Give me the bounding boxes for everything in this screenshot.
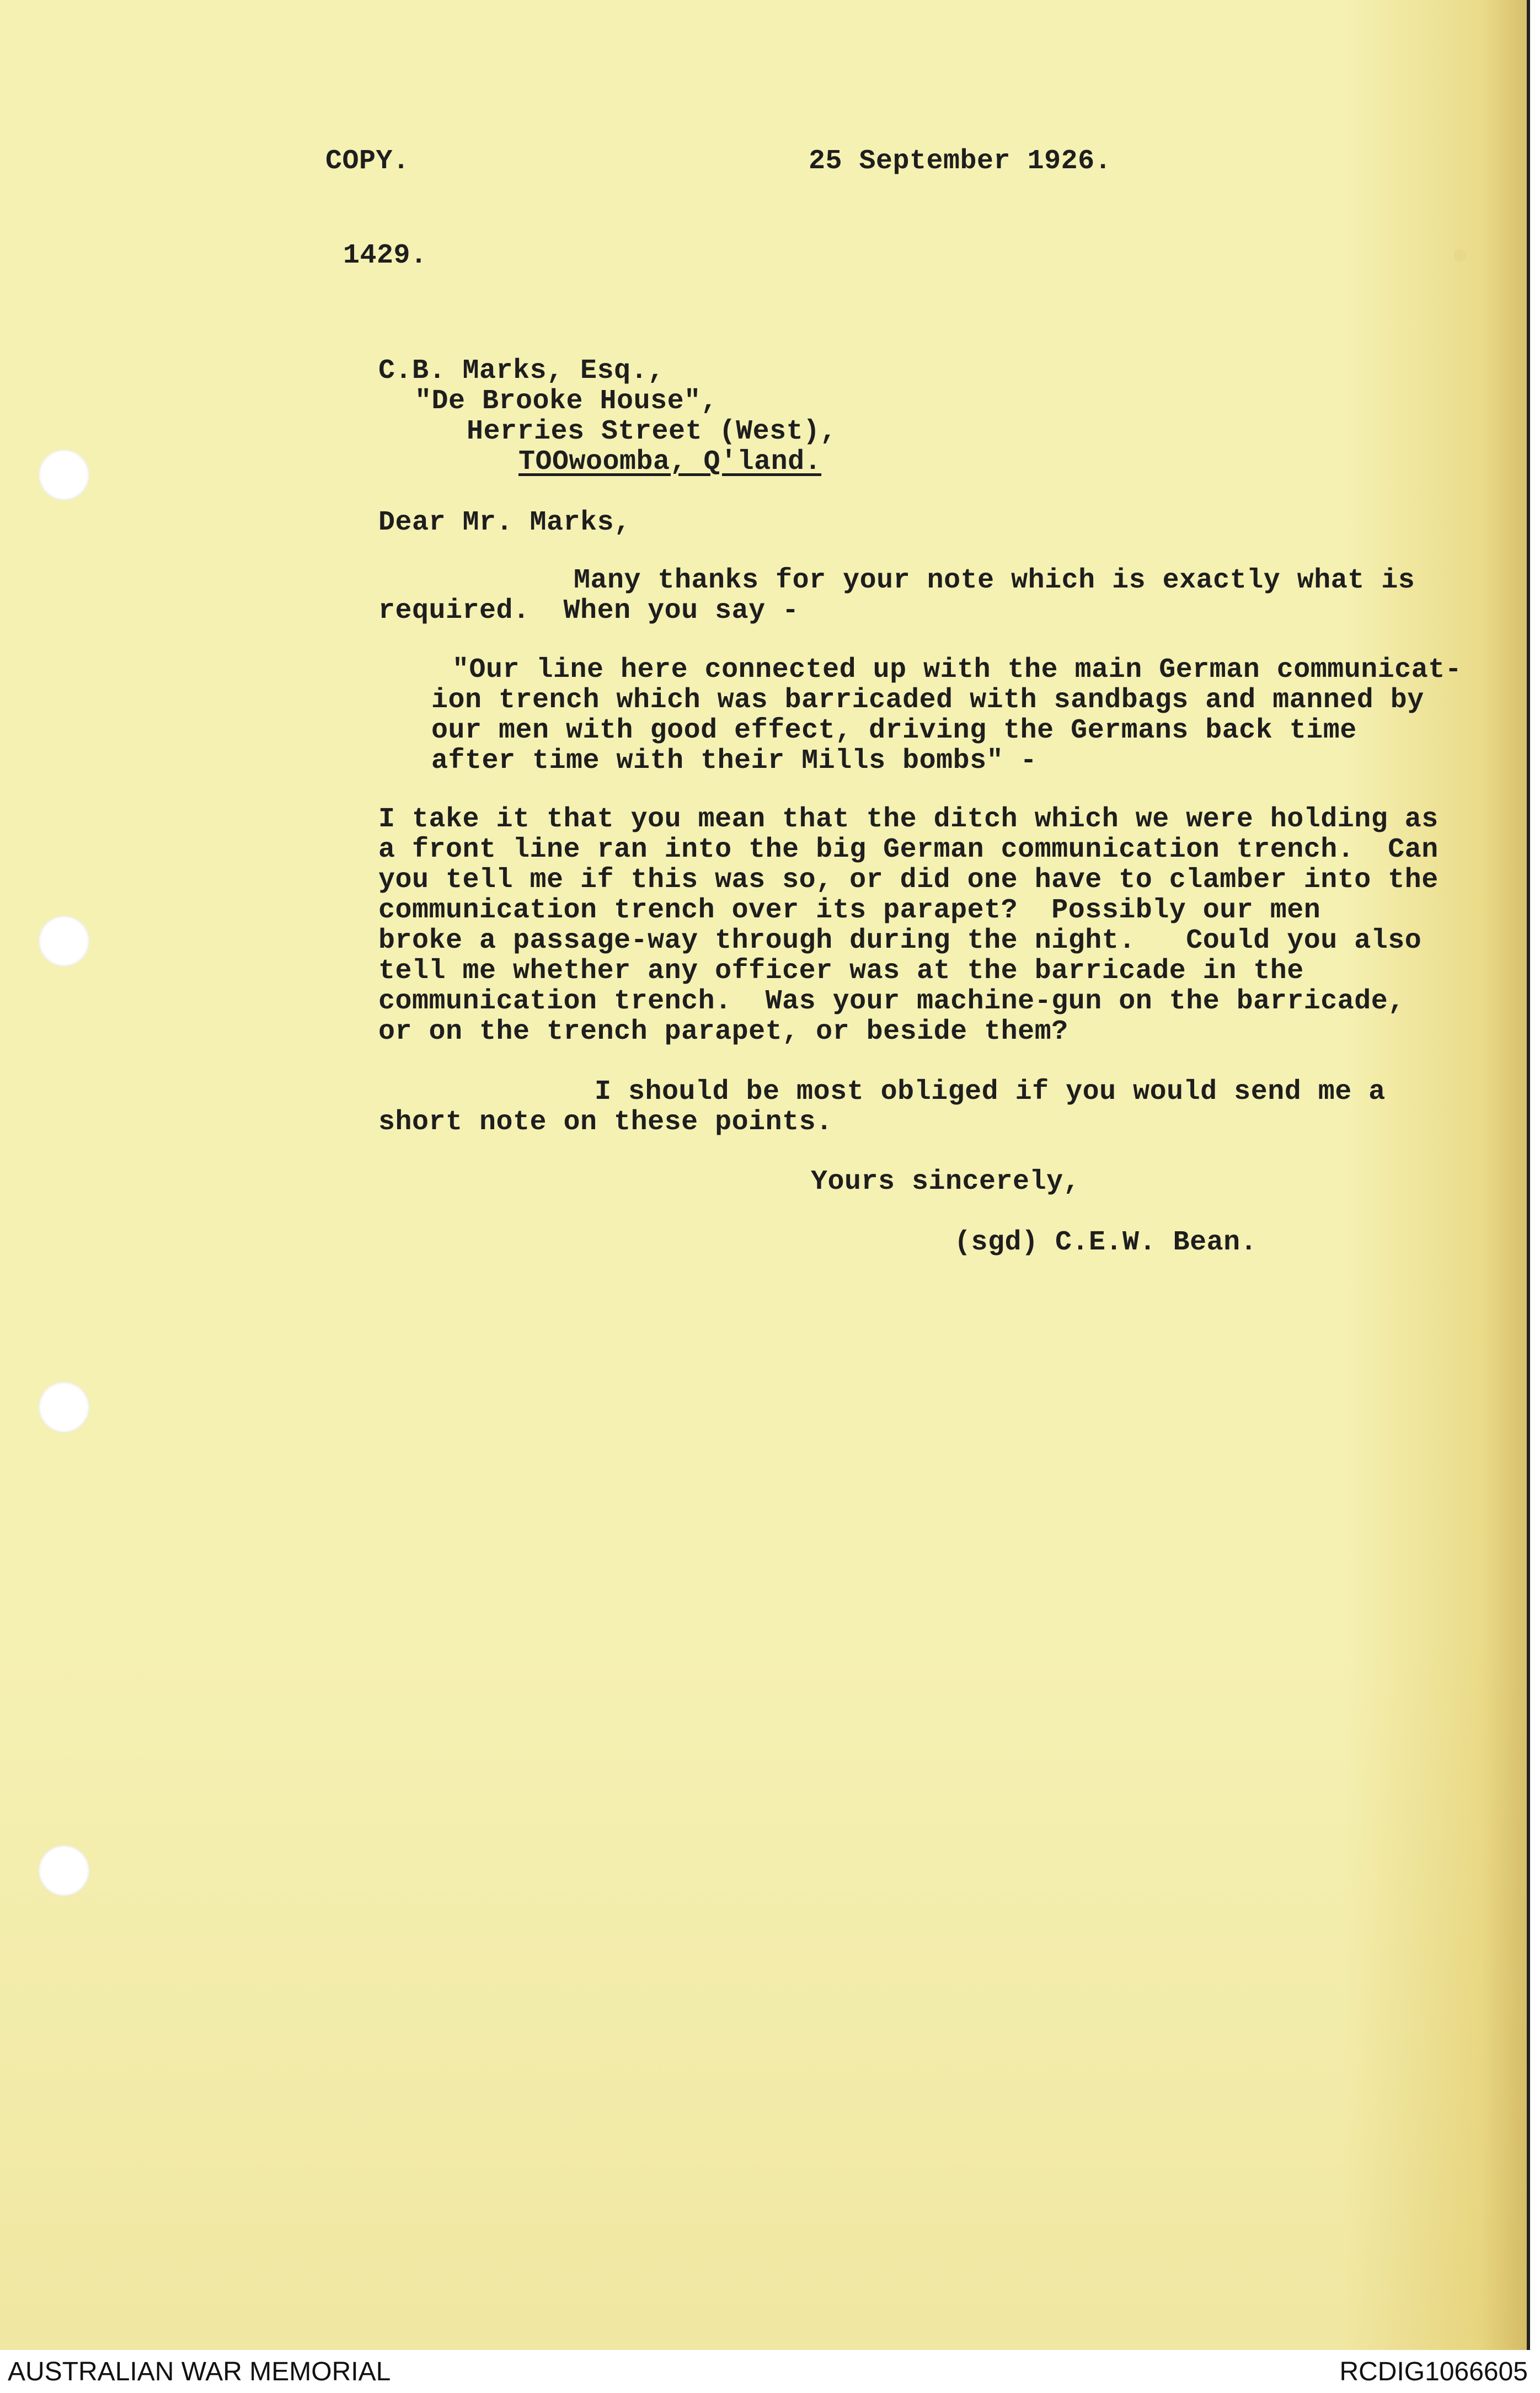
reference-number: 1429.	[343, 240, 427, 271]
paragraph-line: required. When you say -	[378, 595, 799, 627]
address-line: TOOwoomba, Q'land.	[518, 446, 822, 478]
paragraph-line: broke a passage-way through during the night. Could you also	[378, 925, 1422, 957]
address-line: Herries Street (West),	[467, 416, 837, 447]
quote-line: "Our line here connected up with the main German communicat-	[452, 654, 1462, 686]
paragraph-line: Many thanks for your note which is exactly what is	[574, 565, 1415, 596]
paragraph-line: you tell me if this was so, or did one have to clamber into the	[378, 864, 1439, 896]
copy-label: COPY.	[325, 146, 410, 177]
closing: Yours sincerely,	[811, 1166, 1081, 1198]
paragraph-line: or on the trench parapet, or beside them?	[378, 1016, 1068, 1048]
quote-line: ion trench which was barricaded with sandbags and manned by	[431, 685, 1424, 716]
paper-stain	[1454, 249, 1466, 261]
paragraph-line: tell me whether any officer was at the barricade in the	[378, 955, 1304, 987]
quote-line: after time with their Mills bombs" -	[431, 745, 1038, 777]
footer-archive-name: AUSTRALIAN WAR MEMORIAL	[8, 2357, 391, 2386]
paragraph-line: I take it that you mean that the ditch which we were holding as	[378, 804, 1439, 835]
punch-hole	[39, 1845, 89, 1896]
address-line: "De Brooke House",	[415, 386, 718, 417]
letter-date: 25 September 1926.	[809, 146, 1112, 177]
paragraph-line: I should be most obliged if you would send me a	[595, 1076, 1386, 1108]
quote-line: our men with good effect, driving the Germans back time	[431, 715, 1357, 746]
paragraph-line: a front line ran into the big German communication trench. Can	[378, 834, 1439, 866]
paragraph-line: short note on these points.	[378, 1107, 833, 1138]
footer-image-id: RCDIG1066605	[1339, 2357, 1528, 2386]
punch-hole	[39, 916, 89, 966]
paragraph-line: communication trench. Was your machine-gun on the barricade,	[378, 986, 1405, 1017]
punch-hole	[39, 1382, 89, 1433]
paragraph-line: communication trench over its parapet? Possibly our men	[378, 895, 1321, 926]
salutation: Dear Mr. Marks,	[378, 507, 631, 538]
signature: (sgd) C.E.W. Bean.	[954, 1227, 1258, 1258]
punch-hole	[39, 450, 89, 500]
address-line: C.B. Marks, Esq.,	[378, 355, 665, 387]
